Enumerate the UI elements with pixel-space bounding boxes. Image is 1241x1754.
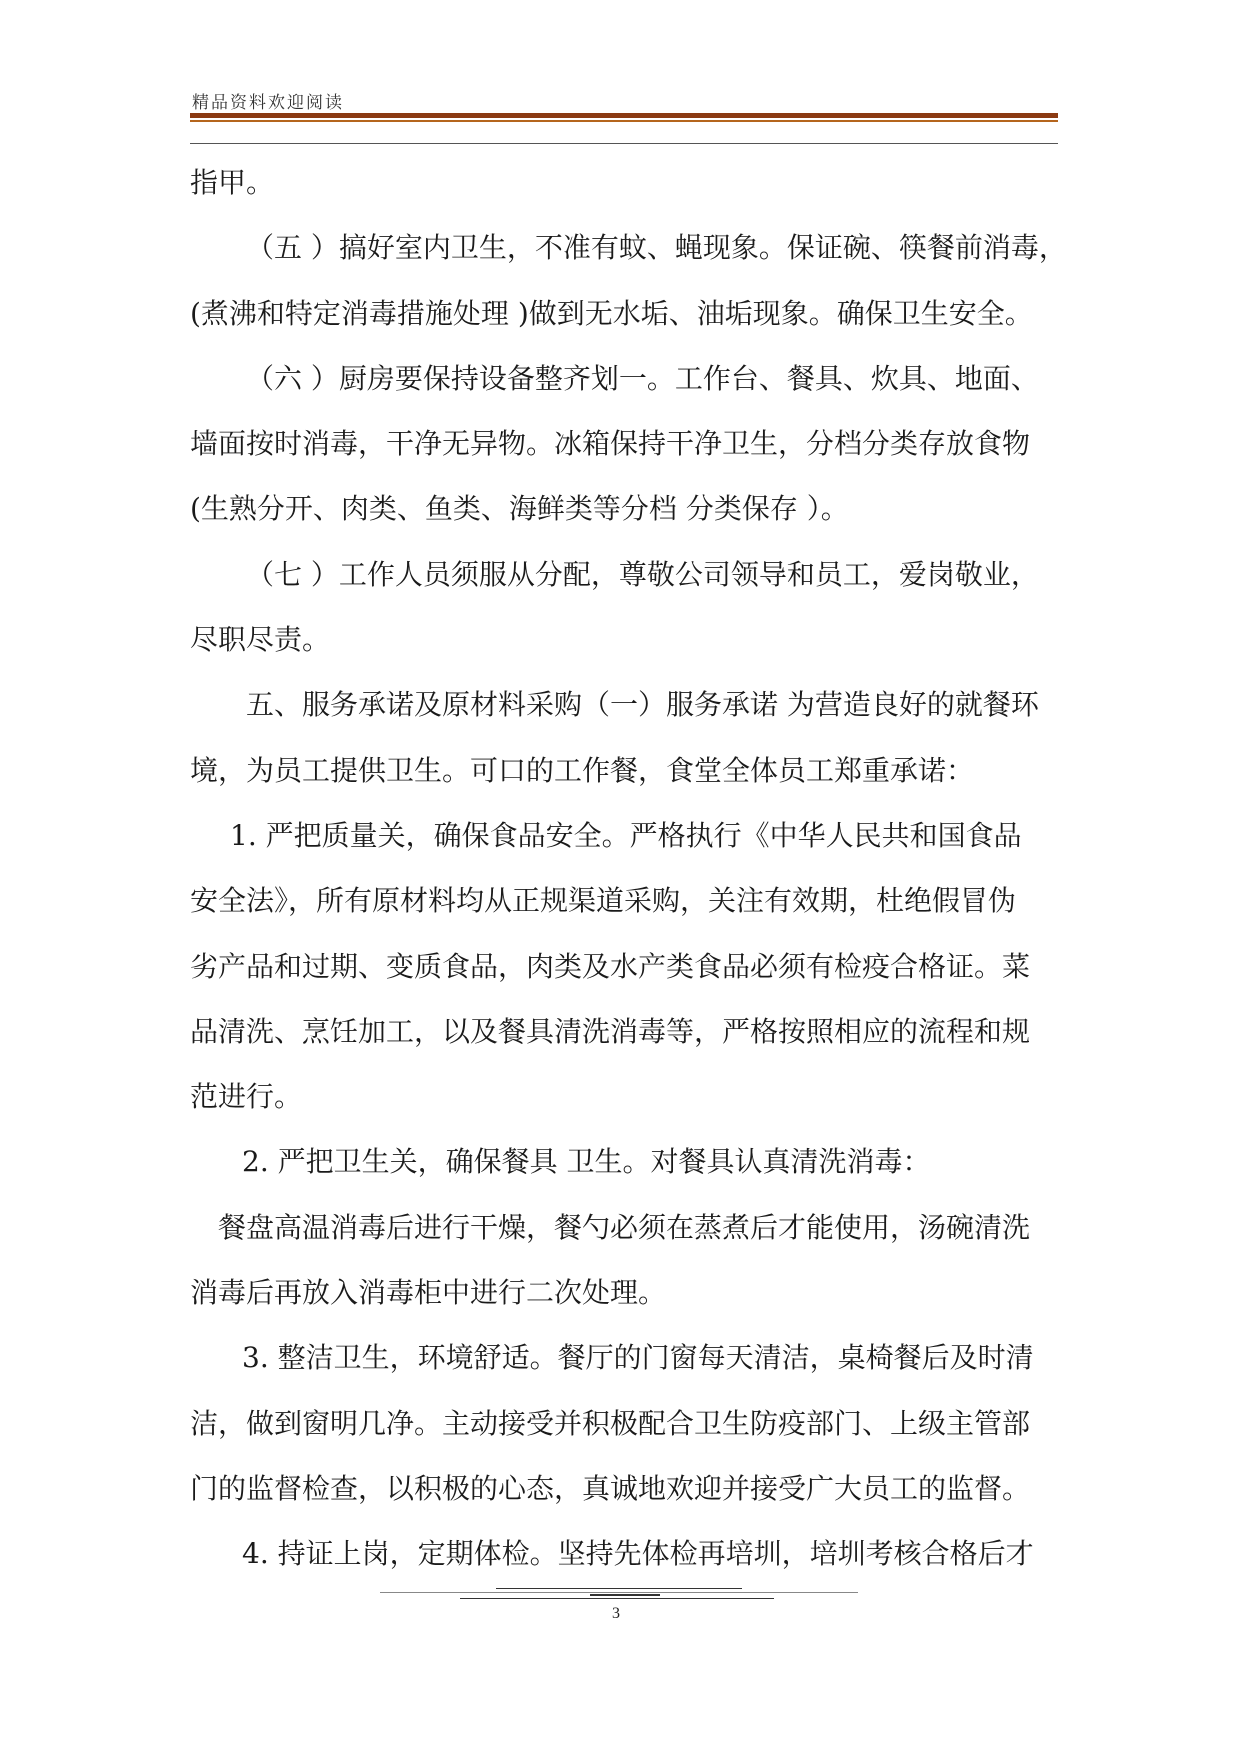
text-line: 指甲。	[190, 166, 275, 199]
text-line: （五 ）搞好室内卫生，不准有蚊、蝇现象。保证碗、筷餐前消毒，	[246, 231, 1067, 265]
text-line: 范进行。	[190, 1080, 303, 1114]
text-line: 墙面按时消毒，干净无异物。冰箱保持干净卫生，分档分类存放食物	[190, 427, 1031, 461]
text-line: 安全法》，所有原材料均从正规渠道采购，关注有效期，杜绝假冒伪	[190, 884, 1017, 918]
text-line: 五、服务承诺及原材料采购（一）服务承诺 为营造良好的就餐环	[246, 688, 1039, 722]
header-title: 精品资料欢迎阅读	[192, 93, 344, 113]
header-rule-accent	[190, 120, 1058, 122]
footer-rule	[496, 1588, 742, 1589]
footer-rule	[460, 1598, 774, 1599]
page-number: 3	[612, 1605, 620, 1622]
text-line: (生熟分开、肉类、鱼类、海鲜类等分档 分类保存 ）。	[190, 492, 849, 526]
text-line: 尽职尽责。	[190, 623, 331, 657]
text-line: （六 ）厨房要保持设备整齐划一。工作台、餐具、炊具、地面、	[246, 361, 1039, 395]
header-rule	[190, 113, 1058, 118]
text-line: 洁，做到窗明几净。主动接受并积极配合卫生防疫部门、上级主管部	[190, 1406, 1031, 1440]
text-line: 1. 严把质量关，确保食品安全。严格执行《中华人民共和国食品	[230, 818, 1022, 852]
text-line: 门的监督检查，以积极的心态，真诚地欢迎并接受广大员工的监督。	[190, 1471, 1031, 1505]
header-rule-underline	[190, 143, 1058, 144]
text-line: 境，为员工提供卫生。可口的工作餐，食堂全体员工郑重承诺：	[190, 753, 975, 787]
footer-rule	[590, 1594, 660, 1596]
text-line: 消毒后再放入消毒柜中进行二次处理。	[190, 1276, 667, 1310]
text-line: 2. 严把卫生关，确保餐具 卫生。对餐具认真清洗消毒：	[242, 1145, 931, 1179]
document-body	[190, 150, 1070, 1587]
text-line: (煮沸和特定消毒措施处理 )做到无水垢、油垢现象。确保卫生安全。	[190, 296, 1033, 330]
text-line: 品清洗、烹饪加工，以及餐具清洗消毒等，严格按照相应的流程和规	[190, 1014, 1031, 1048]
text-line: （七 ）工作人员须服从分配，尊敬公司领导和员工，爱岗敬业，	[246, 557, 1039, 591]
text-line: 4. 持证上岗，定期体检。坚持先体检再培圳，培圳考核合格后才	[242, 1537, 1034, 1571]
text-line: 餐盘高温消毒后进行干燥，餐勺必须在蒸煮后才能使用，汤碗清洗	[218, 1210, 1031, 1244]
footer-rule	[380, 1592, 858, 1593]
text-line: 劣产品和过期、变质食品，肉类及水产类食品必须有检疫合格证。菜	[190, 949, 1031, 983]
text-line: 3. 整洁卫生，环境舒适。餐厅的门窗每天清洁，桌椅餐后及时清	[242, 1341, 1034, 1375]
